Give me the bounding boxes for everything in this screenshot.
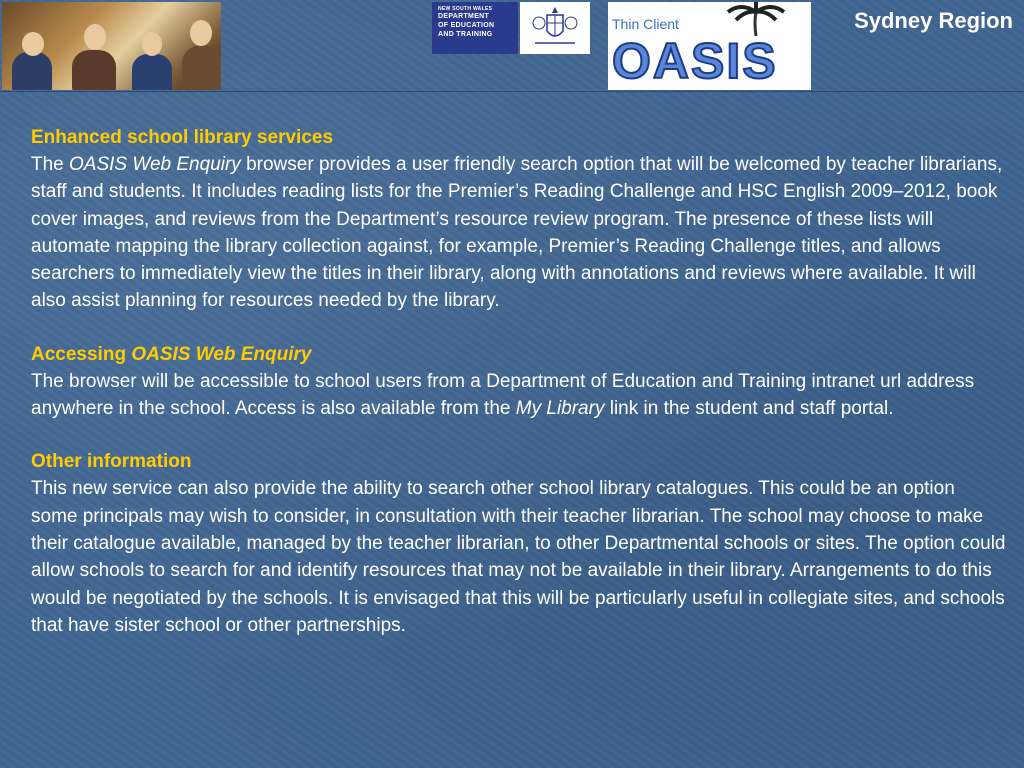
section-gap	[31, 315, 1006, 341]
dept-education-logo	[432, 2, 518, 54]
section-body	[31, 151, 1006, 315]
nsw-crest-icon	[520, 2, 590, 54]
heading-text: Enhanced school library services	[31, 127, 334, 148]
palm-tree-icon	[726, 2, 786, 36]
body-text: The browser will be accessible to school users from a Department of Education and Training intranet url address anywhere in the school. Access is also available from the	[31, 370, 975, 420]
section-body	[31, 475, 1006, 639]
body-text: This new service can also provide the ability to search other school library catalogues. This could be an option some principals may wish to consider, in consultation with their teacher librarian. The school may choose to make their catalogue available, managed by the teacher librarian, to other Departmental schools or sites. The option could allow schools to search for and identify resources that may not be available in their library. Arrangements to do this would be negotiated by the schools. It is envisaged that this will be particularly useful in collegiate sites, and schools that have sister school or other partnerships.	[31, 478, 1006, 636]
photo-figure	[72, 50, 116, 90]
photo-figure	[182, 46, 221, 90]
body-text: browser provides a user friendly search option that will be welcomed by teacher librarians, staff and students. It includes reading lists for the Premier’s Reading Challenge and HSC English 2009–2012, book cover images, and reviews from the Department’s resource review program. The presence of these lists will automate mapping the library collection against, for example, Premier’s Reading Challenge titles, and allows searchers to immediately view the titles in their library, along with annotations and reviews where available. It will also assist planning for resources needed by the library.	[31, 154, 1003, 312]
photo-figure	[12, 52, 52, 90]
heading-emphasis: OASIS Web Enquiry	[131, 343, 312, 365]
oasis-logo	[608, 2, 811, 90]
section-gap	[31, 422, 1006, 448]
body-text: The	[31, 154, 70, 175]
classroom-photo	[2, 2, 221, 90]
photo-figure	[132, 54, 172, 90]
section-heading	[31, 448, 1006, 475]
dept-logo-line: DEPARTMENT	[438, 13, 490, 20]
main-content	[31, 124, 1006, 639]
dept-logo-line: NEW SOUTH WALES	[438, 6, 493, 12]
oasis-logo-wordmark: OASIS	[612, 33, 778, 89]
header-divider	[0, 91, 1024, 92]
section-heading	[31, 124, 1006, 151]
body-emphasis: OASIS Web Enquiry	[69, 154, 241, 175]
dept-logo-line: OF EDUCATION	[438, 22, 495, 29]
heading-text: Other information	[31, 451, 192, 473]
dept-logo-line: AND TRAINING	[438, 31, 493, 38]
photo-figure	[142, 32, 162, 56]
photo-figure	[190, 20, 212, 46]
photo-figure	[84, 24, 106, 50]
body-emphasis: My Library	[515, 398, 605, 420]
section-heading	[31, 341, 1006, 368]
heading-text: Accessing	[31, 343, 132, 365]
region-title: Sydney Region	[854, 8, 1013, 33]
body-text: link in the student and staff portal.	[604, 398, 894, 420]
oasis-logo-subtitle: Thin Client	[612, 16, 679, 32]
section-body	[31, 368, 1006, 423]
photo-figure	[22, 32, 44, 56]
